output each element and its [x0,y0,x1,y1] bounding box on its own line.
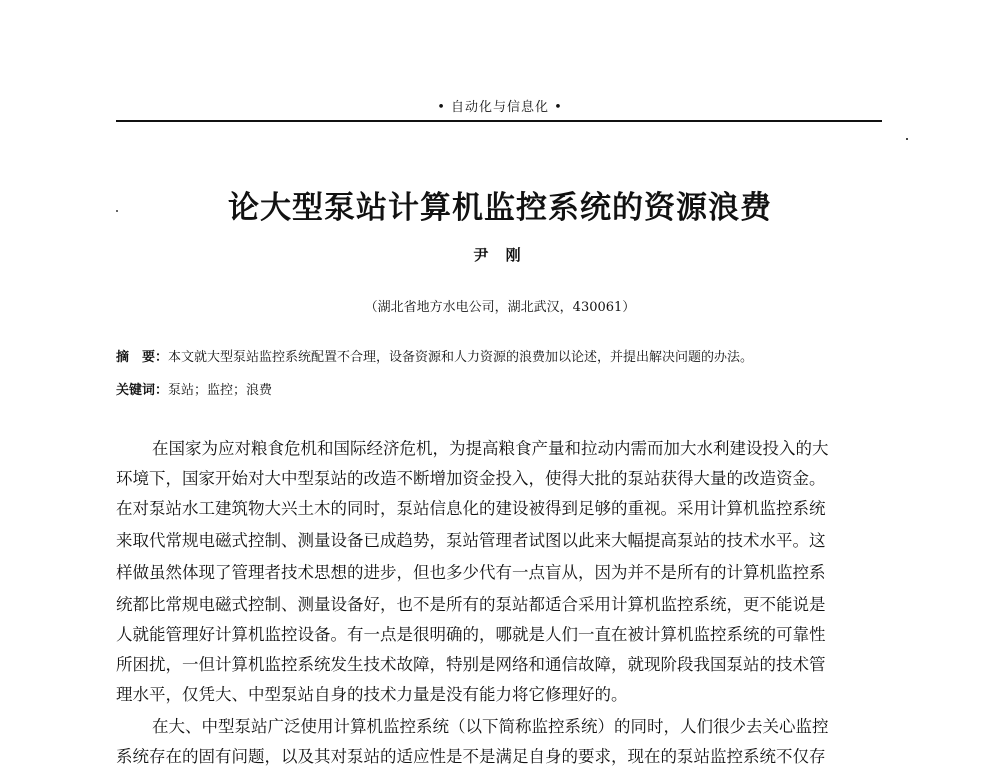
author-affiliation: （湖北省地方水电公司，湖北武汉，430061） [364,300,636,315]
section-header: • 自动化与信息化 • [437,100,563,115]
body-line: 理水平，仅凭大、中型泵站自身的技术力量是没有能力将它修理好的。 [116,685,628,704]
keywords [116,379,886,398]
body-line: 在国家为应对粮食危机和国际经济危机，为提高粮食产量和拉动内需而加大水利建设投入的大 [152,439,829,458]
body-line: 来取代常规电磁式控制、测量设备已成趋势，泵站管理者试图以此来大幅提高泵站的技术水平。这 [116,531,826,550]
article-author: 尹 刚 [473,246,527,264]
article-title: 论大型泵站计算机监控系统的资源浪费 [228,190,772,226]
header-divider [116,120,882,122]
abstract-label: 摘 要： [116,350,169,365]
body-line: 统都比常规电磁式控制、测量设备好，也不是所有的泵站都适合采用计算机监控系统，更不能说是 [116,595,826,614]
abstract [116,346,886,365]
scan-speck [906,138,908,140]
keywords-text: 泵站；监控；浪费 [168,383,273,398]
body-line: 在对泵站水工建筑物大兴土木的同时，泵站信息化的建设被得到足够的重视。采用计算机监控系统 [116,499,826,518]
body-line: 在大、中型泵站广泛使用计算机监控系统（以下简称监控系统）的同时，人们很少去关心监控 [152,717,829,736]
body-line: 系统存在的固有问题，以及其对泵站的适应性是不是满足自身的要求，现在的泵站监控系统不仅存 [116,747,826,766]
body-line: 样做虽然体现了管理者技术思想的进步，但也多少代有一点盲从，因为并不是所有的计算机监控系 [116,563,826,582]
body-line: 所困扰，一但计算机监控系统发生技术故障，特别是网络和通信故障，就现阶段我国泵站的技术管 [116,655,826,674]
body-line: 环境下，国家开始对大中型泵站的改造不断增加资金投入，使得大批的泵站获得大量的改造资金。 [116,469,826,488]
keywords-label: 关键词： [116,383,169,398]
abstract-text: 本文就大型泵站监控系统配置不合理，设备资源和人力资源的浪费加以论述，并提出解决问题的办法。 [168,350,754,365]
body-line: 人就能管理好计算机监控设备。有一点是很明确的，哪就是人们一直在被计算机监控系统的可靠性 [116,625,826,644]
